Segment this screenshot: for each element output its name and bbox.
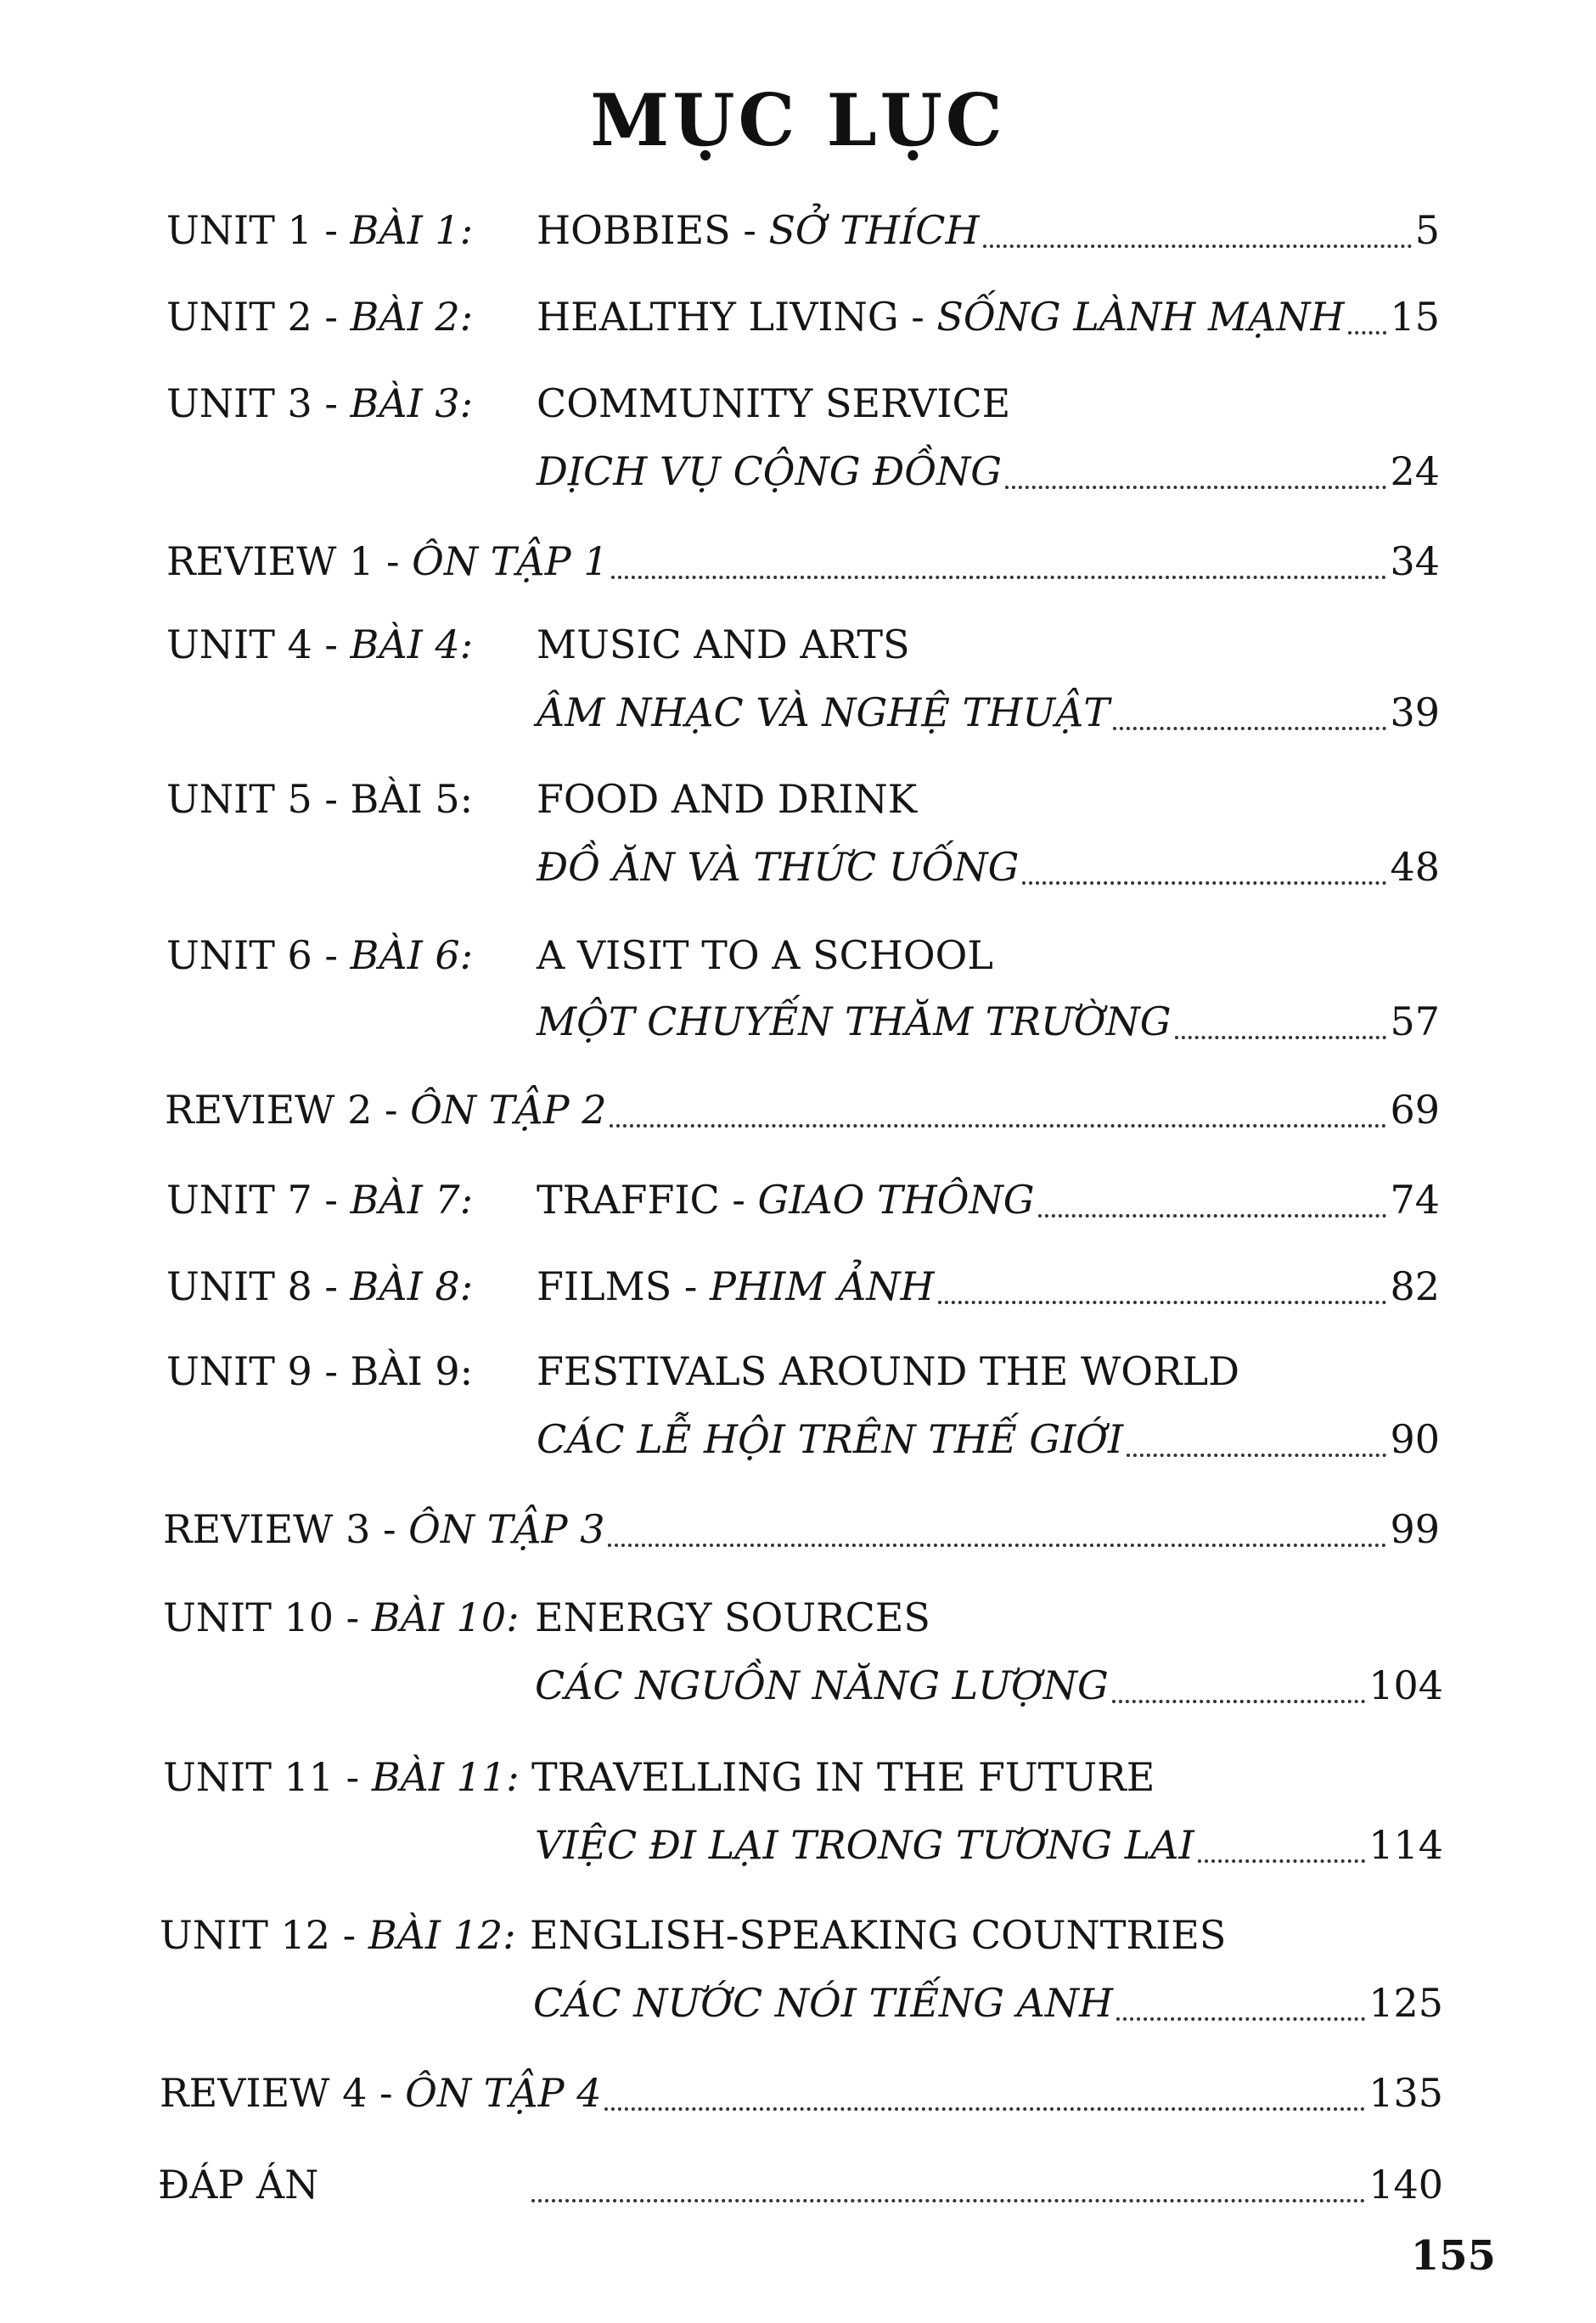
unit-label: UNIT 12 - BÀI 12: <box>160 1912 516 1958</box>
entry-page-number: 82 <box>1390 1263 1440 1309</box>
unit-label: UNIT 6 - BÀI 6: <box>166 932 474 978</box>
answers-label: ĐÁP ÁN <box>158 2162 319 2208</box>
entry-title: FILMS - PHIM ẢNH <box>537 1263 935 1309</box>
dot-leader <box>1116 1975 1365 2021</box>
entry-row <box>537 992 1440 1051</box>
entry-title-vi: ÂM NHẠC VÀ NGHỆ THUẬT <box>537 689 1110 735</box>
toc-entry-unit-4 <box>166 615 1440 674</box>
dot-leader <box>608 1501 1386 1547</box>
entry-title-en: TRAVELLING IN THE FUTURE <box>531 1754 1155 1800</box>
dot-leader <box>1348 289 1387 335</box>
dot-leader <box>1113 684 1386 730</box>
toc-entry-unit-11 <box>163 1747 1440 1807</box>
entry-row <box>166 532 1440 591</box>
unit-label: UNIT 7 - BÀI 7: <box>166 1177 474 1223</box>
dot-leader <box>1005 443 1386 489</box>
entry-row <box>160 2063 1443 2123</box>
entry-row <box>537 1257 1440 1316</box>
toc-entry-unit-9 <box>166 1341 1440 1401</box>
toc-entry-review-3 <box>163 1499 1440 1559</box>
entry-title-en: ENGLISH-SPEAKING COUNTRIES <box>530 1912 1227 1958</box>
entry-title-vi: CÁC LỄ HỘI TRÊN THẾ GIỚI <box>537 1416 1124 1462</box>
entry-page-number: 5 <box>1414 207 1440 253</box>
review-label: REVIEW 3 - ÔN TẬP 3 <box>163 1506 605 1552</box>
dot-leader <box>1038 1172 1387 1218</box>
entry-title-en: MUSIC AND ARTS <box>537 622 910 667</box>
dot-leader <box>1175 993 1387 1039</box>
review-label: REVIEW 1 - ÔN TẬP 1 <box>166 538 609 584</box>
toc-entry-unit-9-vi <box>537 1409 1440 1469</box>
unit-label: UNIT 3 - BÀI 3: <box>166 380 474 426</box>
toc-entry-unit-8 <box>166 1257 1440 1316</box>
page-title: MỤC LỤC <box>590 78 1006 162</box>
entry-page-number: 57 <box>1390 998 1440 1044</box>
entry-page-number: 135 <box>1368 2070 1443 2116</box>
toc-entry-answers <box>158 2155 1443 2214</box>
entry-page-number: 104 <box>1368 1662 1443 1708</box>
entry-page-number: 90 <box>1390 1416 1440 1462</box>
dot-leader <box>938 1258 1387 1304</box>
entry-page-number: 140 <box>1368 2162 1443 2208</box>
entry-title: HOBBIES - SỞ THÍCH <box>537 207 980 253</box>
entry-row <box>535 1656 1443 1715</box>
unit-label: UNIT 8 - BÀI 8: <box>166 1263 474 1309</box>
toc-entry-unit-5-vi <box>537 837 1440 897</box>
unit-label: UNIT 11 - BÀI 11: <box>163 1754 520 1800</box>
entry-title-en: FESTIVALS AROUND THE WORLD <box>537 1348 1239 1394</box>
entry-page-number: 34 <box>1390 538 1440 584</box>
toc-entry-unit-5 <box>166 769 1440 829</box>
page-number: 155 <box>1410 2232 1496 2280</box>
dot-leader <box>1112 1657 1365 1703</box>
dot-leader <box>1127 1411 1386 1457</box>
entry-title-vi: ĐỒ ĂN VÀ THỨC UỐNG <box>537 844 1020 890</box>
entry-page-number: 125 <box>1368 1980 1443 2026</box>
toc-entry-unit-2 <box>166 287 1440 346</box>
entry-row <box>531 2155 1443 2214</box>
entry-row <box>165 1080 1440 1139</box>
unit-label: UNIT 10 - BÀI 10: <box>163 1595 520 1640</box>
entry-row <box>537 287 1440 346</box>
entry-title-vi: MỘT CHUYẾN THĂM TRƯỜNG <box>537 998 1172 1044</box>
unit-label: UNIT 9 - BÀI 9: <box>166 1348 474 1394</box>
dot-leader <box>983 202 1412 248</box>
review-label: REVIEW 2 - ÔN TẬP 2 <box>165 1087 607 1133</box>
toc-entry-review-4 <box>160 2063 1443 2123</box>
entry-page-number: 39 <box>1390 689 1440 735</box>
entry-page-number: 48 <box>1390 844 1440 890</box>
entry-title-vi: CÁC NƯỚC NÓI TIẾNG ANH <box>533 1980 1114 2026</box>
dot-leader <box>1198 1817 1366 1863</box>
unit-label: UNIT 5 - BÀI 5: <box>166 776 474 822</box>
dot-leader <box>611 533 1386 579</box>
entry-row <box>533 1973 1443 2033</box>
entry-page-number: 99 <box>1390 1506 1440 1552</box>
entry-page-number: 114 <box>1368 1822 1443 1868</box>
entry-title: TRAFFIC - GIAO THÔNG <box>537 1177 1035 1223</box>
entry-title-en: ENERGY SOURCES <box>535 1595 930 1640</box>
entry-row <box>537 442 1440 501</box>
toc-entry-review-2 <box>165 1080 1440 1139</box>
unit-label: UNIT 4 - BÀI 4: <box>166 622 474 667</box>
entry-title-en: A VISIT TO A SCHOOL <box>537 932 993 978</box>
entry-title-en: FOOD AND DRINK <box>537 776 918 822</box>
toc-entry-unit-6 <box>166 925 1440 985</box>
toc-entry-unit-3 <box>166 374 1440 433</box>
dot-leader <box>604 2065 1365 2111</box>
toc-entry-unit-3-vi <box>537 442 1440 501</box>
entry-page-number: 15 <box>1390 294 1440 340</box>
toc-entry-unit-4-vi <box>537 683 1440 742</box>
review-label: REVIEW 4 - ÔN TẬP 4 <box>160 2070 602 2116</box>
entry-title-vi: VIỆC ĐI LẠI TRONG TƯƠNG LAI <box>535 1822 1194 1868</box>
entry-title: HEALTHY LIVING - SỐNG LÀNH MẠNH <box>537 294 1345 340</box>
entry-row <box>537 200 1440 260</box>
unit-label: UNIT 1 - BÀI 1: <box>166 207 474 253</box>
toc-entry-unit-10-vi <box>535 1656 1443 1715</box>
toc-entry-unit-10 <box>163 1588 1440 1647</box>
toc-entry-unit-1 <box>166 200 1440 260</box>
entry-row <box>535 1815 1443 1875</box>
entry-title-vi: CÁC NGUỒN NĂNG LƯỢNG <box>535 1662 1109 1708</box>
entry-row <box>537 1409 1440 1469</box>
entry-page-number: 69 <box>1390 1087 1440 1133</box>
entry-title-en: COMMUNITY SERVICE <box>537 380 1011 426</box>
dot-leader <box>531 2157 1365 2202</box>
toc-entry-unit-11-vi <box>535 1815 1443 1875</box>
dot-leader <box>1022 839 1386 885</box>
entry-row <box>537 1170 1440 1229</box>
entry-row <box>537 683 1440 742</box>
entry-page-number: 24 <box>1390 448 1440 494</box>
toc-entry-review-1 <box>166 532 1440 591</box>
dot-leader <box>610 1082 1386 1128</box>
toc-entry-unit-12 <box>160 1905 1440 1965</box>
entry-title-vi: DỊCH VỤ CỘNG ĐỒNG <box>537 448 1002 494</box>
toc-entry-unit-7 <box>166 1170 1440 1229</box>
unit-label: UNIT 2 - BÀI 2: <box>166 294 474 340</box>
entry-row <box>537 837 1440 897</box>
toc-entry-unit-6-vi <box>537 992 1440 1051</box>
entry-row <box>163 1499 1440 1559</box>
entry-page-number: 74 <box>1390 1177 1440 1223</box>
toc-entry-unit-12-vi <box>533 1973 1443 2033</box>
